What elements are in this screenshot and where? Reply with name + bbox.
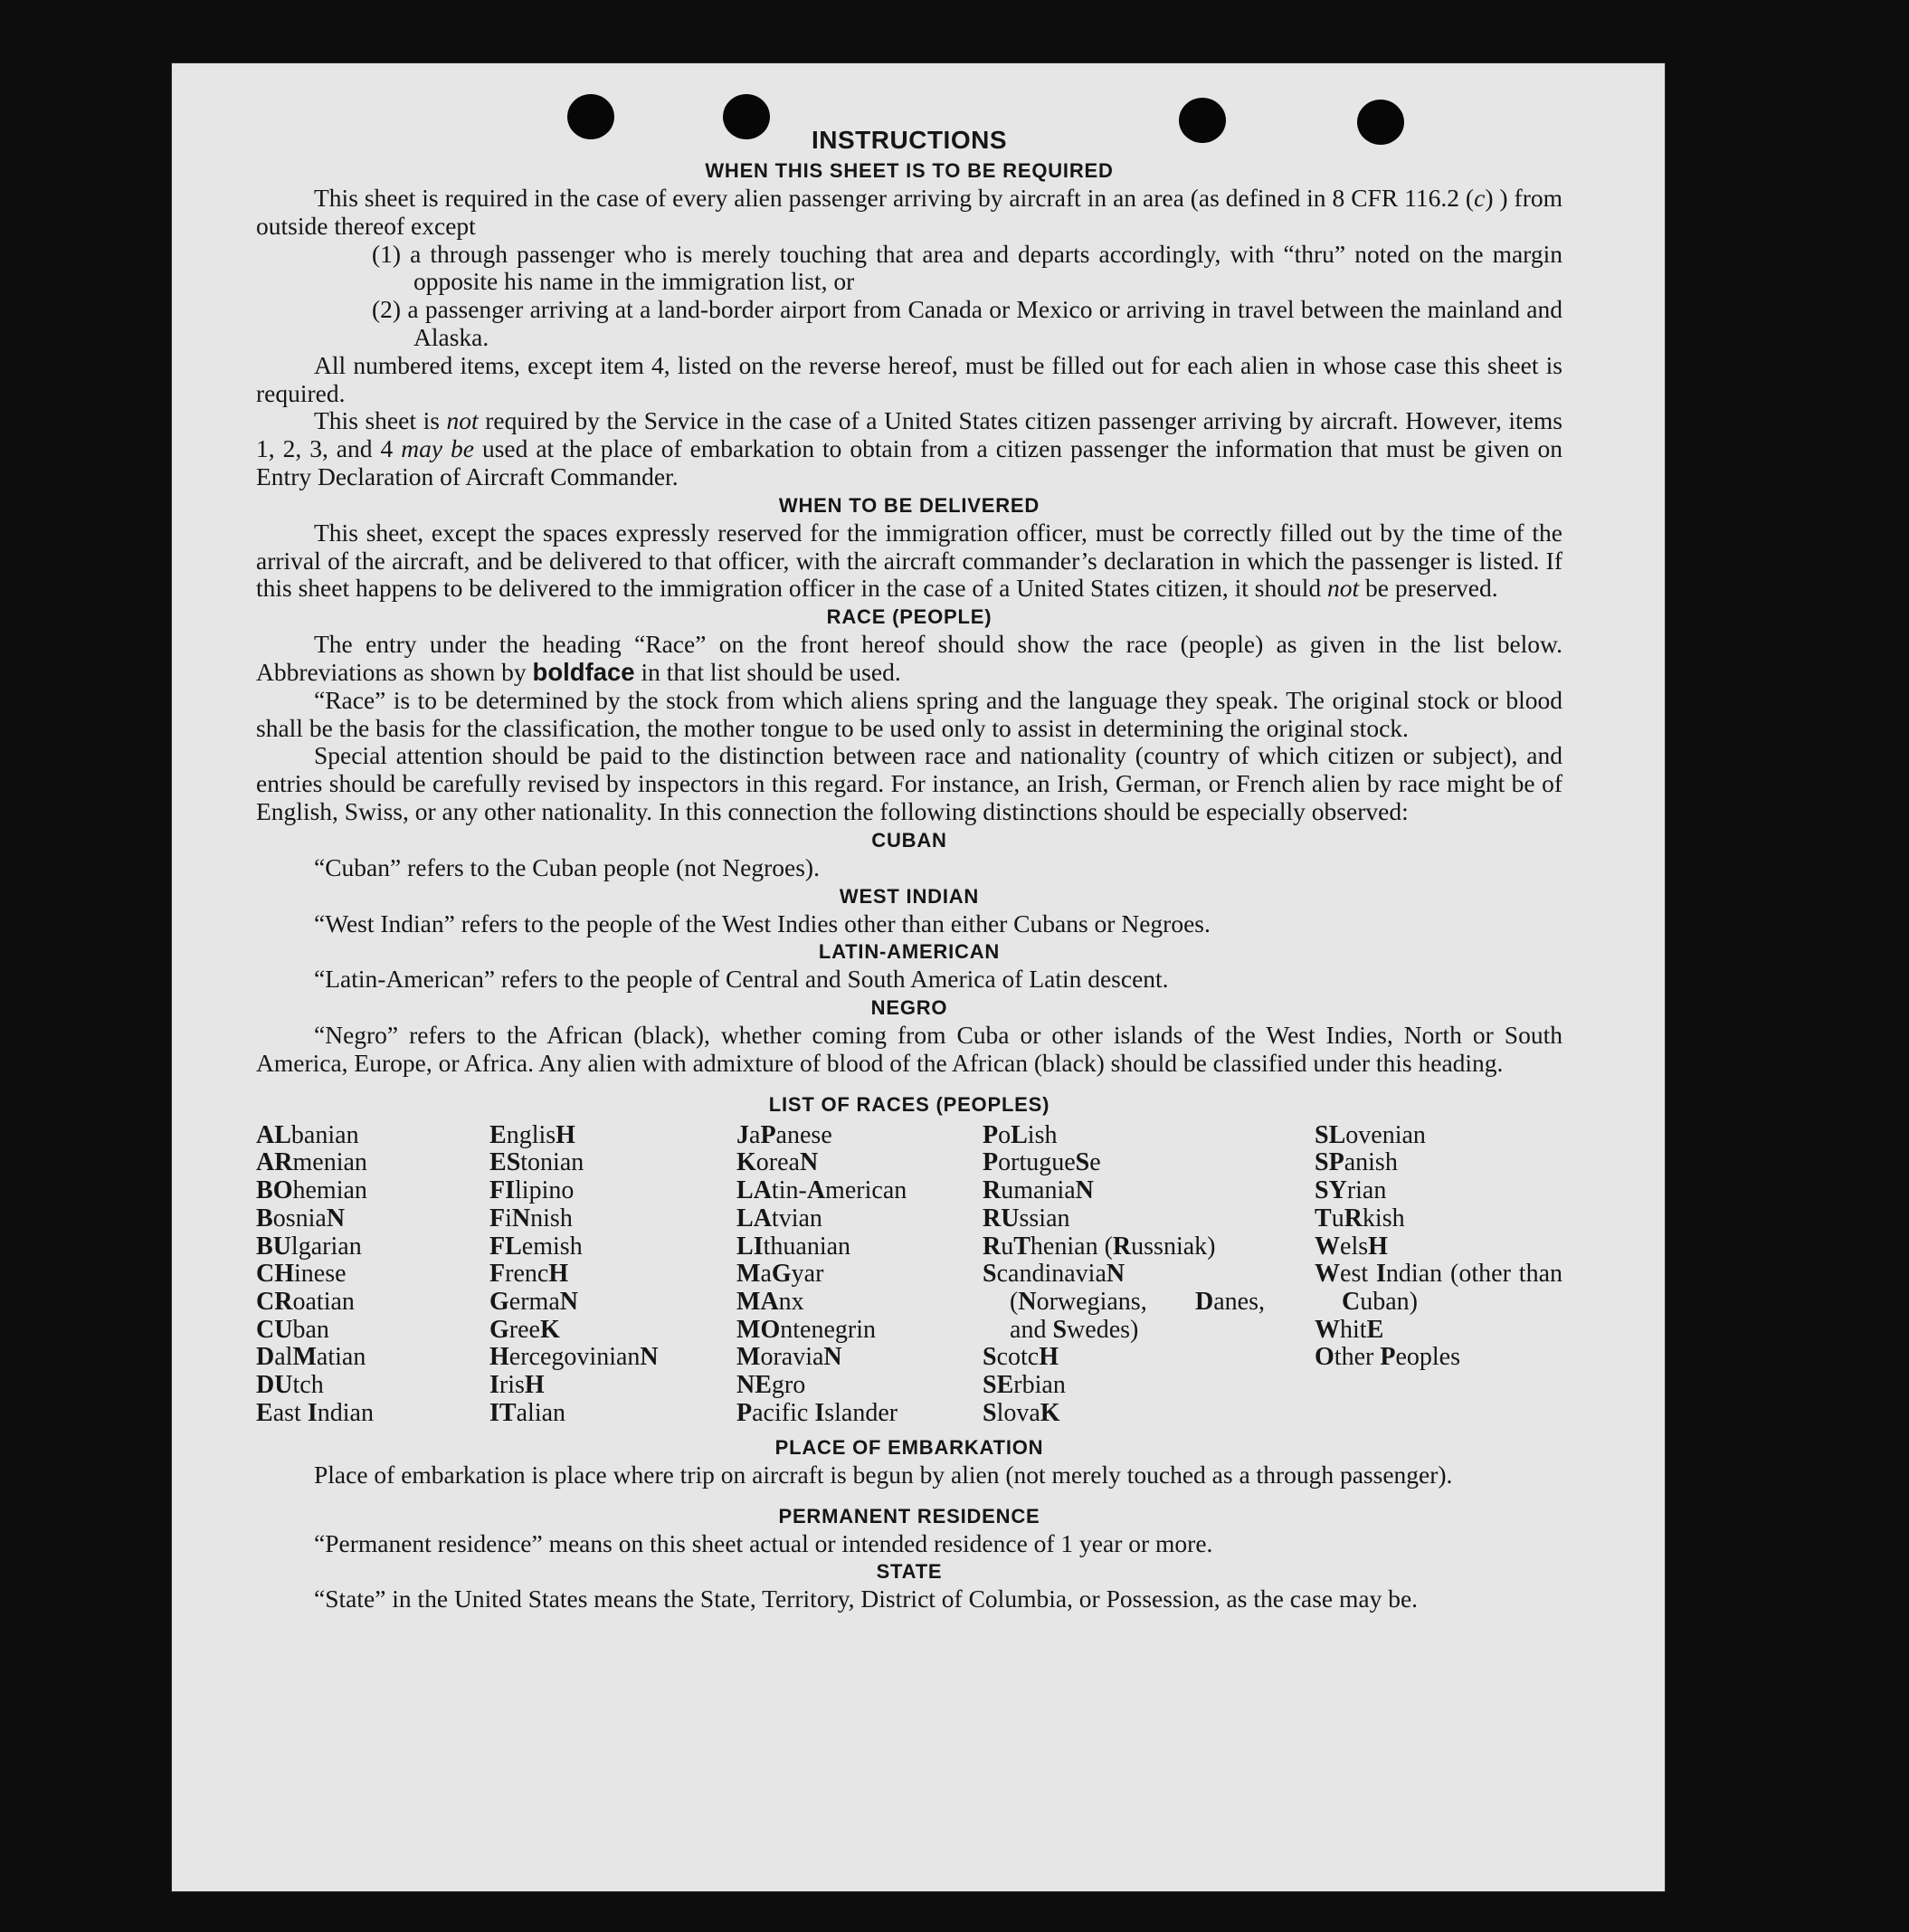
race-entry: LIthuanian [736,1232,851,1261]
race-entry: DUtch [256,1371,324,1400]
when-required-paragraph-3: This sheet is not required by the Service in the case of a United States citizen passenger arriving by aircraft. However, items 1, 2, 3, and 4 may be used at the place of embarkation to obtain from a citizen passenger the information that must be given on Entry Declaration of Aircraft Commander. [256,406,1562,490]
instructions-content [256,124,1562,1613]
heading-when-delivered: WHEN TO BE DELIVERED [778,493,1040,517]
race-entry: RUssian [983,1204,1070,1232]
page-title: INSTRUCTIONS [812,126,1007,154]
race-entry: HercegovinianN [489,1343,659,1372]
west-indian-text: “West Indian” refers to the people of the West Indies other than either Cubans or Negroes. [314,909,1211,937]
latin-american-text: “Latin-American” refers to the people of Central and South America of Latin descent. [314,965,1169,994]
race-entry: IrisH [489,1371,545,1400]
race-entry: LAtvian [736,1204,822,1232]
when-required-paragraph-2: All numbered items, except item 4, listed on the reverse hereof, must be filled out for each alien in whose case this sheet is required. [256,350,1562,407]
race-entry: WelsH [1315,1232,1388,1261]
race-entry: FLemish [489,1232,583,1261]
exception-item-1: (1) a through passenger who is merely touching that area and departs accordingly, with “thru” noted on the margin opposite his name in the immigration list, or [372,239,1562,296]
race-entry: NEgro [736,1371,806,1400]
state-text: “State” in the United States means the State, Territory, District of Columbia, or Possession, as the case may be. [314,1585,1419,1613]
races-list [256,1122,1562,1430]
races-column-4 [983,1122,1265,1428]
race-entry: MOntenegrin [736,1315,876,1344]
race-entry: CHinese [256,1260,347,1289]
race-entry: FIlipino [489,1176,575,1205]
race-entry: DalMatian [256,1343,366,1372]
when-required-paragraph-1: This sheet is required in the case of every alien passenger arriving by aircraft in an area (as defined in 8 CFR 116.2 (c) ) from outside thereof except [256,184,1562,240]
race-entry: EnglisH [489,1120,575,1149]
race-entry: SlovaK [983,1398,1060,1427]
race-entry: BUlgarian [256,1232,362,1261]
races-column-1 [256,1122,374,1428]
residence-text: “Permanent residence” means on this sheet actual or intended residence of 1 year or more. [314,1528,1213,1557]
document-sheet [172,63,1665,1891]
race-entry: BOhemian [256,1176,367,1205]
negro-text: “Negro” refers to the African (black), whether coming from Cuba or other islands of the West Indies, North or South America, Europe, or Africa. Any alien with admixture of blood of the African (black) should be classified under this heading. [256,1021,1562,1077]
race-entry: MoraviaN [736,1343,842,1372]
exception-item-2: (2) a passenger arriving at a land-border airport from Canada or Mexico or arriving in travel between the mainland and Alaska. [372,295,1562,351]
race-entry: ARmenian [256,1148,367,1177]
race-entry: WhitE [1315,1315,1384,1344]
race-entry: RuThenian (Russniak) [983,1232,1216,1261]
race-entry: JaPanese [736,1120,832,1149]
race-entry: PortugueSe [983,1148,1101,1177]
race-entry: EStonian [489,1148,584,1177]
races-column-3 [736,1122,907,1428]
race-entry: ITalian [489,1398,566,1427]
heading-place-of-embarkation: PLACE OF EMBARKATION [774,1435,1044,1459]
race-entry: LAtin-American [736,1176,907,1205]
race-entry: ScandinaviaN (Norwegians, Danes, and Swedes) [983,1260,1265,1344]
race-paragraph-2: “Race” is to be determined by the stock from which aliens spring and the language they speak. The original stock or blood shall be the basis for the classification, the mother tongue to be used only to assist in determining the original stock. [256,685,1562,742]
embarkation-text: Place of embarkation is place where trip on aircraft is begun by alien (not merely touched as a through passenger). [314,1460,1453,1489]
race-entry: SErbian [983,1371,1066,1400]
race-entry: MaGyar [736,1260,824,1289]
race-entry: FrencH [489,1260,569,1289]
race-entry: ScotcH [983,1343,1059,1372]
race-entry: SYrian [1315,1176,1387,1205]
heading-race: RACE (PEOPLE) [826,605,992,629]
race-entry: Pacific Islander [736,1398,898,1427]
race-entry: SPanish [1315,1148,1398,1177]
race-entry: SLovenian [1315,1120,1426,1149]
heading-cuban: CUBAN [871,828,947,852]
heading-when-required: WHEN THIS SHEET IS TO BE REQUIRED [705,159,1114,182]
heading-west-indian: WEST INDIAN [839,884,980,908]
race-paragraph-1: The entry under the heading “Race” on the front hereof should show the race (people) as given in the list below. Abbreviations as shown by boldface in that list should be used. [256,630,1562,686]
race-entry: CRoatian [256,1287,355,1316]
heading-list-of-races: LIST OF RACES (PEOPLES) [768,1092,1050,1116]
race-entry: MAnx [736,1287,804,1316]
races-column-5 [1315,1122,1562,1372]
race-entry: PoLish [983,1120,1058,1149]
race-entry: GreeK [489,1315,560,1344]
heading-negro: NEGRO [870,996,948,1020]
when-delivered-paragraph: This sheet, except the spaces expressly reserved for the immigration officer, must be correctly filled out by the time of the arrival of the aircraft, and be delivered to that officer, with the aircraft commander’s declaration in which the passenger is listed. If this sheet happens to be delivered to the immigration officer in the case of a United States citizen, it should not be preserved. [256,518,1562,603]
race-paragraph-3: Special attention should be paid to the distinction between race and nationality (country of which citizen or subject), and entries should be carefully revised by inspectors in this regard. For instance, an Irish, German, or French alien by race might be of English, Swiss, or any other nationality. In this connection the following distinctions should be especially observed: [256,741,1562,825]
race-entry: RumaniaN [983,1176,1094,1205]
race-entry: KoreaN [736,1148,819,1177]
race-entry: CUban [256,1315,329,1344]
race-entry: East Indian [256,1398,374,1427]
race-entry: FiNnish [489,1204,573,1232]
race-entry: BosniaN [256,1204,346,1232]
races-column-2 [489,1122,659,1428]
cuban-text: “Cuban” refers to the Cuban people (not Negroes). [314,852,820,881]
heading-permanent-residence: PERMANENT RESIDENCE [778,1504,1040,1528]
race-entry: West Indian (other than Cuban) [1315,1260,1563,1316]
heading-latin-american: LATIN-AMERICAN [818,940,1001,964]
heading-state: STATE [876,1560,943,1584]
race-entry: Other Peoples [1315,1343,1460,1372]
race-entry: GermaN [489,1287,578,1316]
race-entry: ALbanian [256,1120,359,1149]
race-entry: TuRkish [1315,1204,1405,1232]
